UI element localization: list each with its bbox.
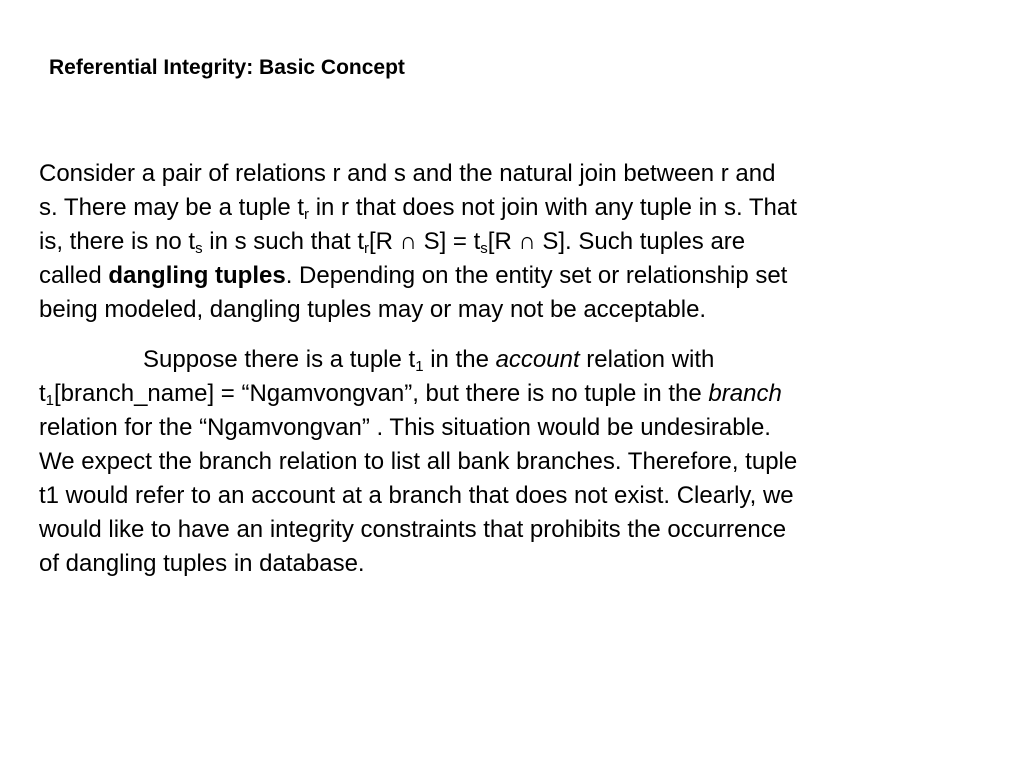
text-line: $t_1[branch\_name]$ = “Ngamvongvan”, but there is no tuple in the branch	[39, 380, 782, 409]
slide-body	[39, 157, 959, 581]
subscript: 1	[415, 358, 424, 375]
subscript: r	[364, 240, 369, 257]
paragraph-example	[39, 343, 959, 581]
text-line: would like to have an integrity constraints that prohibits the occurrence	[39, 516, 787, 543]
text-line: s. There may be a tuple $t_r$ in r that does not join with any tuple in s. That	[39, 194, 797, 223]
text-line: called dangling tuples. Depending on the entity set or relationship set	[39, 262, 788, 289]
emphasis-dangling-tuples: dangling tuples	[108, 262, 286, 289]
subscript: s	[195, 240, 203, 257]
paragraph-dangling-definition	[39, 157, 959, 327]
text-line: relation for the “Ngamvongvan” . This situation would be undesirable.	[39, 414, 771, 441]
text-line: being modeled, dangling tuples may or may not be acceptable.	[39, 296, 707, 323]
text-line: t1 would refer to an account at a branch that does not exist. Clearly, we	[39, 482, 794, 509]
text-line: Consider a pair of relations r and s and the natural join between r and	[39, 160, 776, 187]
italic-branch: branch	[708, 380, 782, 407]
text-line: We expect the branch relation to list all bank branches. Therefore, tuple	[39, 448, 798, 475]
subscript: r	[304, 206, 310, 223]
text-line: Suppose there is a tuple $t_1$ in the account relation with	[143, 346, 715, 375]
text-line: is, there is no $t_s$ in s such that $t_r[R$ ∩ $S] = t_s[R$ ∩ S]. Such tuples are	[39, 228, 746, 257]
text-line: of dangling tuples in database.	[39, 550, 365, 577]
subscript: 1	[45, 392, 55, 409]
subscript: s	[480, 240, 488, 257]
slide-title: Referential Integrity: Basic Concept	[49, 56, 405, 79]
italic-account: account	[495, 346, 580, 373]
